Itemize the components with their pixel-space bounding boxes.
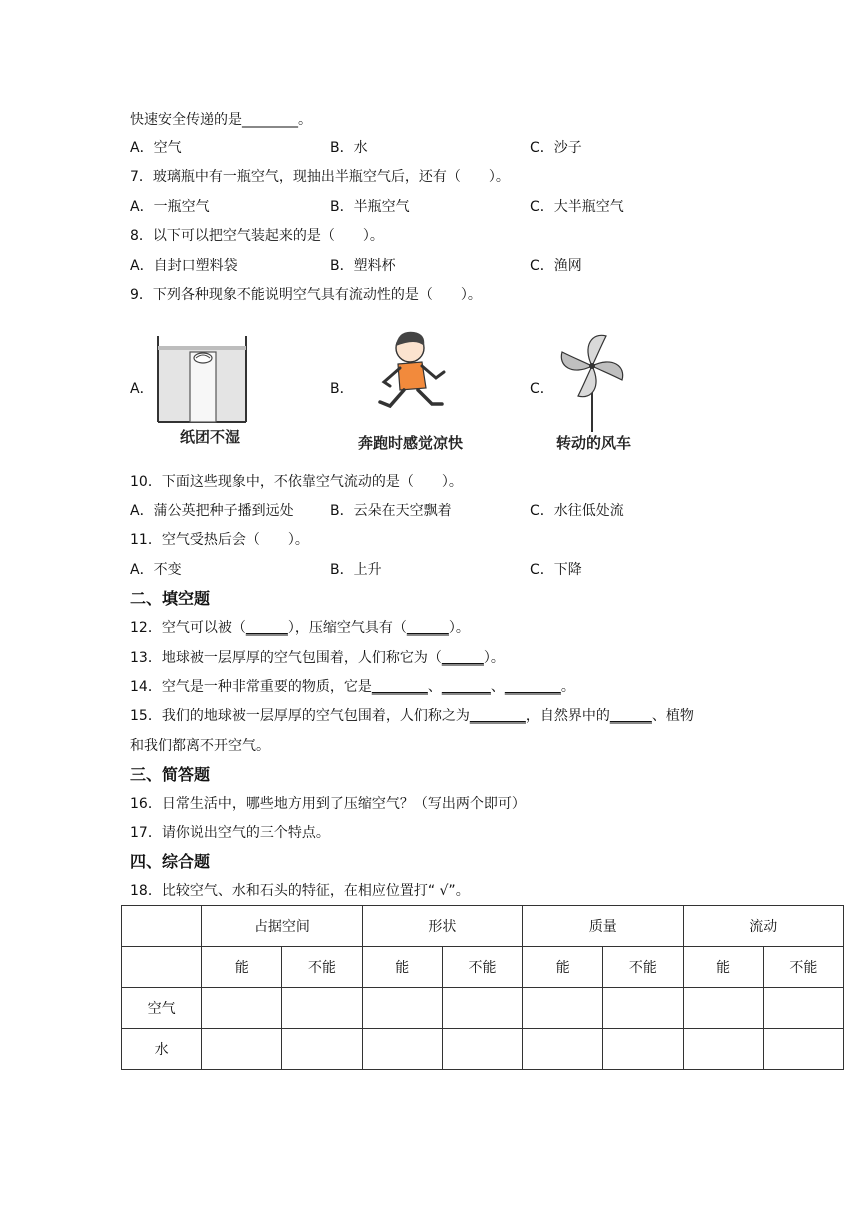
running-boy-caption: 奔跑时感觉凉快 <box>358 434 464 452</box>
table-subheader: 不能 <box>603 947 683 988</box>
q15-blank-2: ______ <box>609 708 652 724</box>
answer-cell[interactable] <box>282 1029 362 1070</box>
table-subheader: 能 <box>683 947 763 988</box>
q14-blank-1: ________ <box>371 679 428 695</box>
answer-cell[interactable] <box>523 988 603 1029</box>
q12-stem <box>130 618 470 638</box>
q10-option-a: A．蒲公英把种子播到远处 <box>130 503 294 519</box>
q14-text-g: 。 <box>560 679 575 695</box>
beaker-caption: 纸团不湿 <box>180 428 241 446</box>
table-row <box>122 1029 844 1070</box>
q10-option-b: B．云朵在天空飘着 <box>330 503 452 519</box>
q7-option-b: B．半瓶空气 <box>330 199 410 215</box>
q12-blank-1: ______ <box>245 620 288 636</box>
q10-option-c: C．水往低处流 <box>530 503 624 519</box>
q16-stem: 16．日常生活中，哪些地方用到了压缩空气？（写出两个即可） <box>130 796 526 812</box>
table-subheader: 能 <box>523 947 603 988</box>
q14-blank-3: ________ <box>504 679 561 695</box>
section-comprehensive-heading: 四、综合题 <box>130 852 211 871</box>
answer-cell[interactable] <box>763 1029 843 1070</box>
q6-stem: 快速安全传递的是________。 <box>130 112 312 128</box>
answer-cell[interactable] <box>683 1029 763 1070</box>
q17-stem: 17．请你说出空气的三个特点。 <box>130 825 330 841</box>
q15-blank-1: ________ <box>469 708 526 724</box>
q14-blank-2: _______ <box>441 679 491 695</box>
pinwheel-figure <box>552 328 632 434</box>
q8-option-b: B．塑料杯 <box>330 258 396 274</box>
q11-option-b: B．上升 <box>330 562 382 578</box>
q9-option-a: A． <box>130 381 154 397</box>
table-subheader: 不能 <box>282 947 362 988</box>
q7-option-a: A．一瓶空气 <box>130 199 210 215</box>
q12-blank-2: ______ <box>406 620 449 636</box>
q13-blank-1: ______ <box>441 650 484 666</box>
comparison-table <box>121 905 844 1070</box>
table-subheader-row <box>122 947 844 988</box>
table-group-header: 流动 <box>683 906 843 947</box>
table-row-label: 水 <box>122 1029 202 1070</box>
q6-option-a: A．空气 <box>130 140 182 156</box>
section-short-answer-heading: 三、简答题 <box>130 765 211 784</box>
q9-stem: 9．下列各种现象不能说明空气具有流动性的是（ ）。 <box>130 287 482 303</box>
section-fill-blank-heading: 二、填空题 <box>130 589 211 608</box>
running-boy-figure <box>360 328 460 424</box>
answer-cell[interactable] <box>202 1029 282 1070</box>
q15-text-a: 15．我们的地球被一层厚厚的空气包围着，人们称之为 <box>130 708 470 724</box>
q7-option-c: C．大半瓶空气 <box>530 199 624 215</box>
q10-stem: 10．下面这些现象中，不依靠空气流动的是（ ）。 <box>130 474 463 490</box>
q11-option-a: A．不变 <box>130 562 182 578</box>
answer-cell[interactable] <box>763 988 843 1029</box>
q6-option-b: B．水 <box>330 140 368 156</box>
q9-option-c: C． <box>530 381 554 397</box>
table-subheader: 能 <box>362 947 442 988</box>
answer-cell[interactable] <box>523 1029 603 1070</box>
q18-stem: 18．比较空气、水和石头的特征，在相应位置打“ √”。 <box>130 883 470 899</box>
beaker-figure <box>152 332 252 424</box>
q13-text-a: 13．地球被一层厚厚的空气包围着，人们称它为（ <box>130 650 442 666</box>
table-subheader: 能 <box>202 947 282 988</box>
q12-text-a: 12．空气可以被（ <box>130 620 246 636</box>
q6-option-c: C．沙子 <box>530 140 582 156</box>
answer-cell[interactable] <box>282 988 362 1029</box>
q14-stem <box>130 677 575 697</box>
answer-cell[interactable] <box>603 988 683 1029</box>
table-subheader: 不能 <box>442 947 522 988</box>
q9-option-b: B． <box>330 381 354 397</box>
q14-text-e: 、 <box>490 679 505 695</box>
table-group-header: 质量 <box>523 906 683 947</box>
table-header-row <box>122 906 844 947</box>
q11-stem: 11．空气受热后会（ ）。 <box>130 532 309 548</box>
table-row-label: 空气 <box>122 988 202 1029</box>
answer-cell[interactable] <box>362 988 442 1029</box>
q15-text-e: 、植物 <box>651 708 694 724</box>
q8-stem: 8．以下可以把空气装起来的是（ ）。 <box>130 228 384 244</box>
table-group-header: 形状 <box>362 906 522 947</box>
q13-stem <box>130 648 505 668</box>
table-row <box>122 988 844 1029</box>
q11-option-c: C．下降 <box>530 562 582 578</box>
answer-cell[interactable] <box>442 1029 522 1070</box>
q12-text-e: ）。 <box>448 620 470 636</box>
q13-text-c: ）。 <box>483 650 505 666</box>
answer-cell[interactable] <box>442 988 522 1029</box>
answer-cell[interactable] <box>603 1029 683 1070</box>
table-corner-cell <box>122 947 202 988</box>
q7-stem: 7．玻璃瓶中有一瓶空气，现抽出半瓶空气后，还有（ ）。 <box>130 169 510 185</box>
q15-text-c: ，自然界中的 <box>525 708 610 724</box>
q15-line2: 和我们都离不开空气。 <box>130 738 270 754</box>
q14-text-c: 、 <box>427 679 442 695</box>
table-subheader: 不能 <box>763 947 843 988</box>
q12-text-c: ），压缩空气具有（ <box>287 620 407 636</box>
table-corner-cell <box>122 906 202 947</box>
answer-cell[interactable] <box>683 988 763 1029</box>
q14-text-a: 14．空气是一种非常重要的物质，它是 <box>130 679 372 695</box>
answer-cell[interactable] <box>202 988 282 1029</box>
q8-option-c: C．渔网 <box>530 258 582 274</box>
pinwheel-caption: 转动的风车 <box>556 434 632 452</box>
answer-cell[interactable] <box>362 1029 442 1070</box>
q15-stem <box>130 706 694 726</box>
table-group-header: 占据空间 <box>202 906 362 947</box>
q8-option-a: A．自封口塑料袋 <box>130 258 238 274</box>
